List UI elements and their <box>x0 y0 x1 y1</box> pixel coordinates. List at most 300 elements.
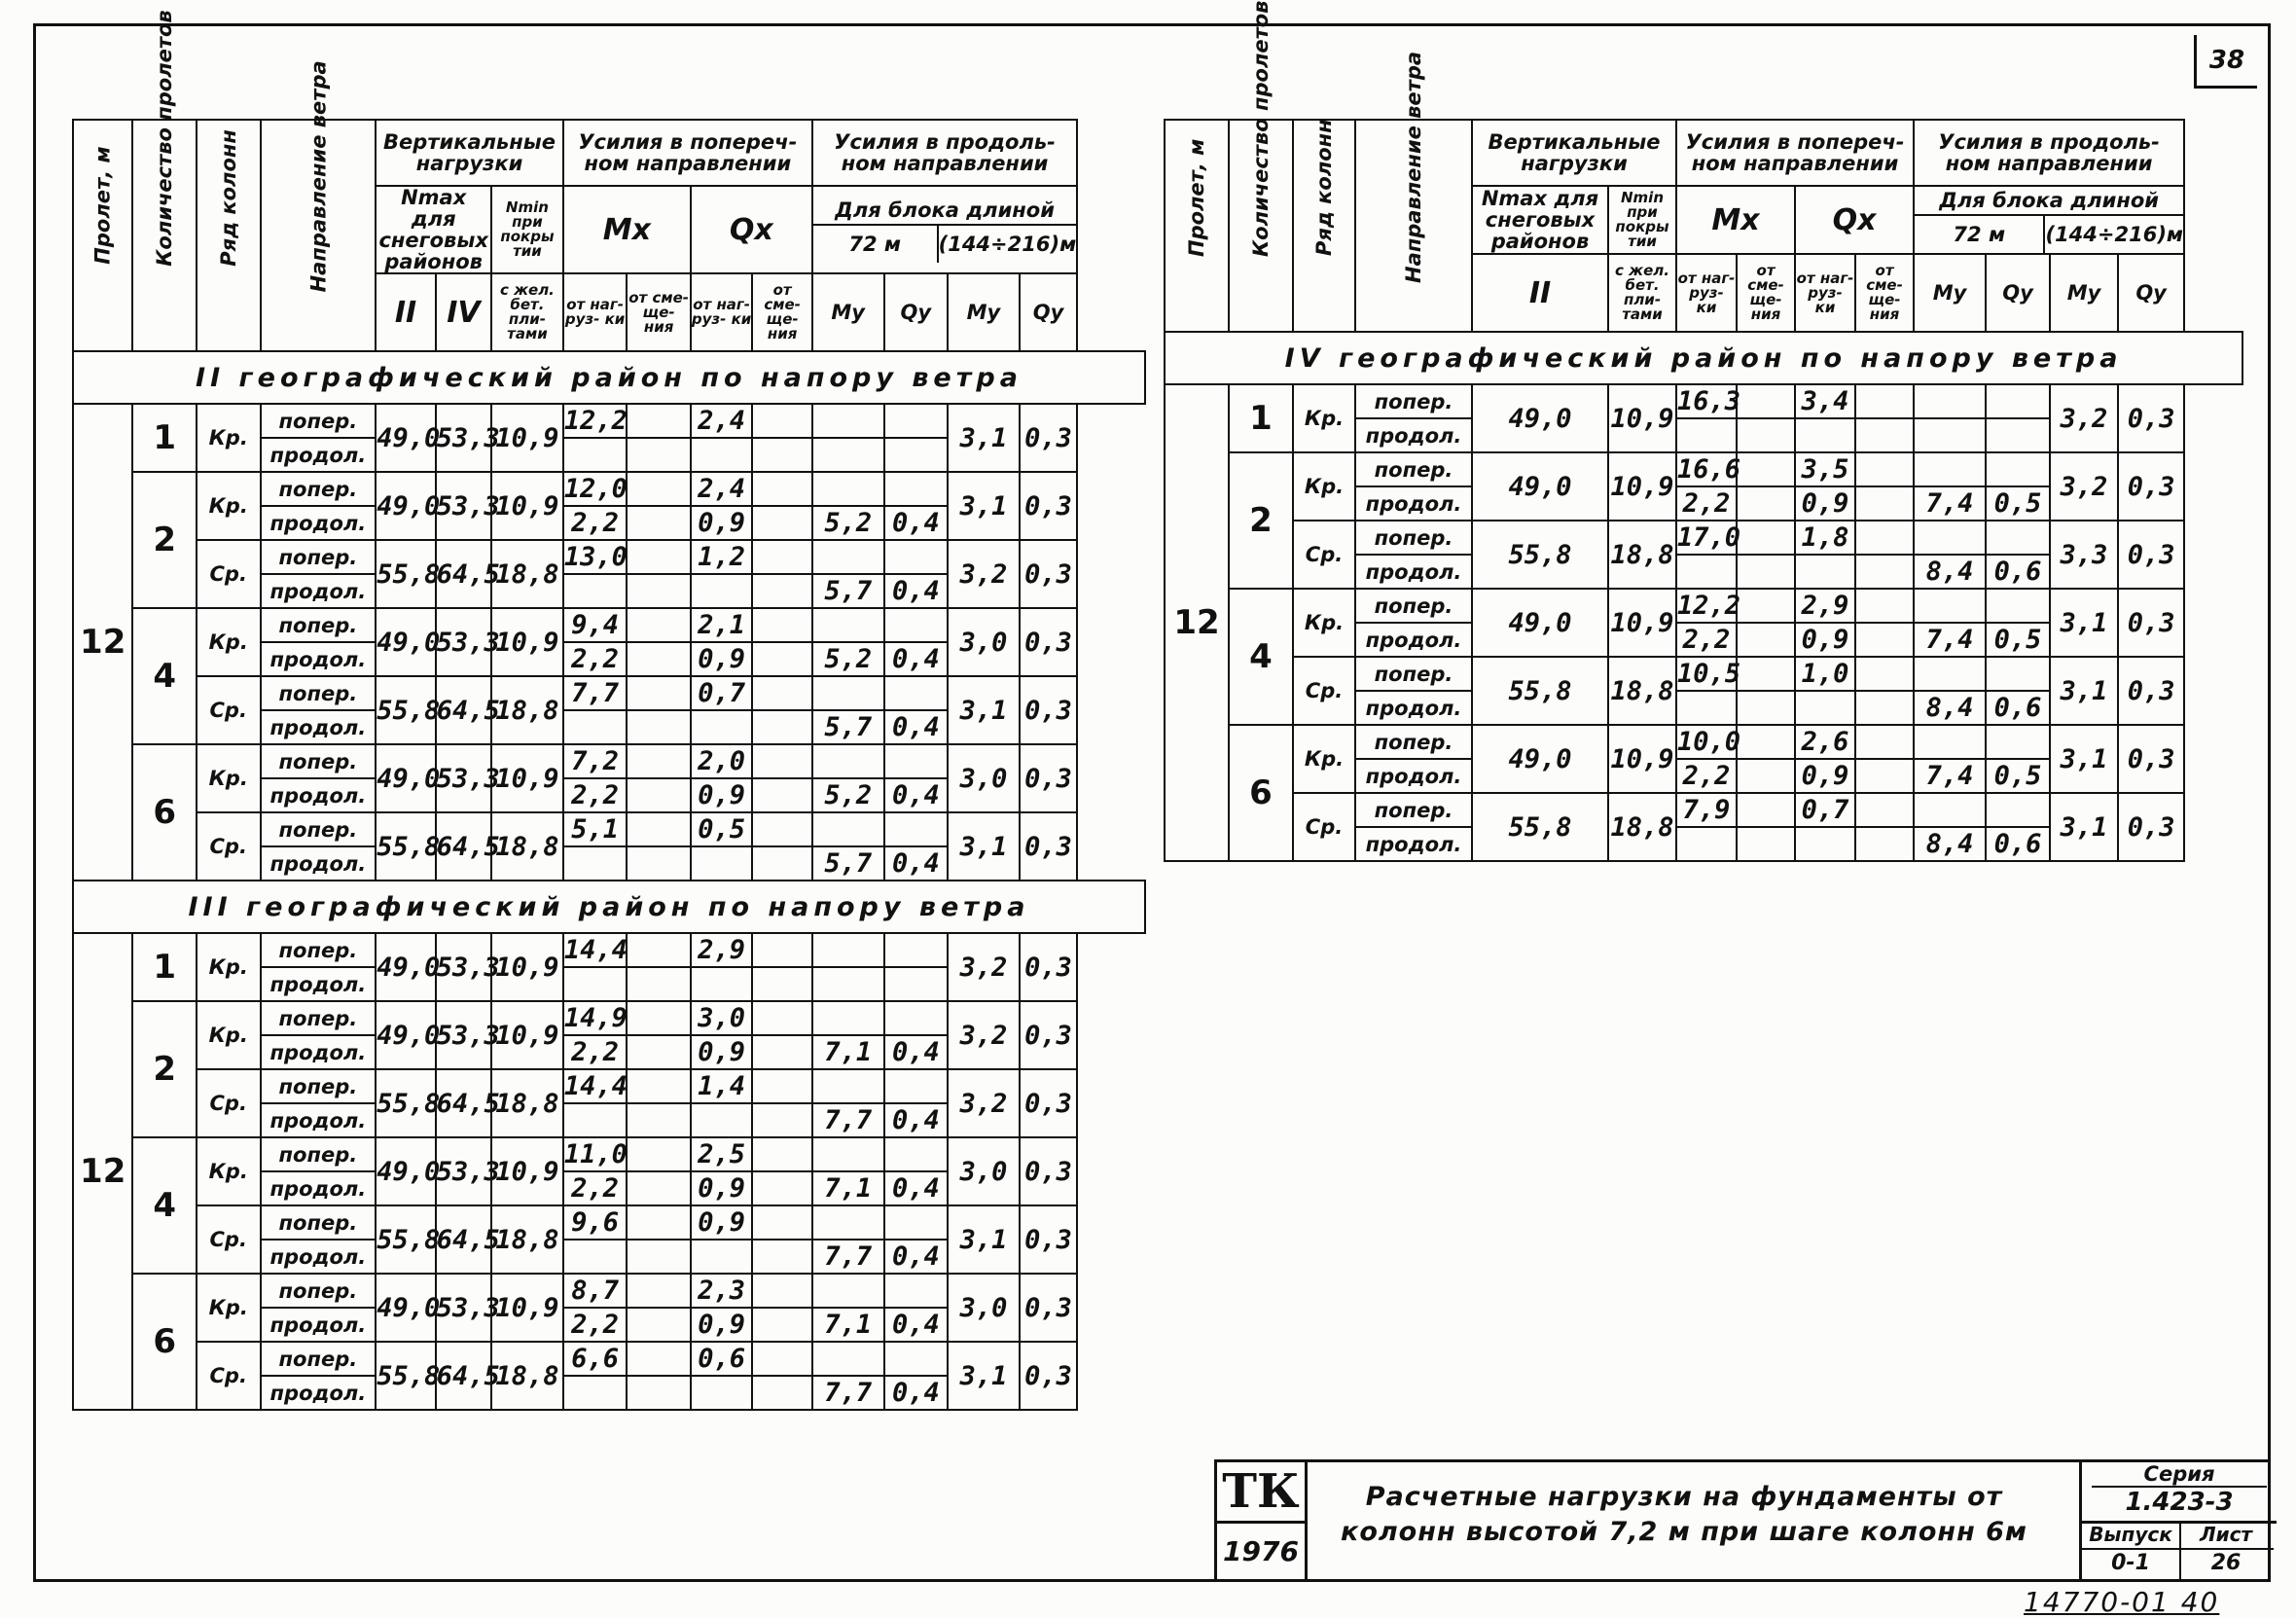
wind-pop: попер. <box>261 1205 377 1240</box>
qx-load: 0,6 <box>691 1342 752 1376</box>
nmin: 18,8 <box>491 1342 563 1410</box>
snow-4: IV <box>436 273 491 351</box>
table-row <box>73 1205 1145 1240</box>
qx-load: 2,5 <box>691 1137 752 1171</box>
my-72 <box>1914 521 1986 555</box>
wind-prod: продол. <box>261 642 377 676</box>
qy-72 <box>884 1342 949 1376</box>
wind-prod: продол. <box>261 506 377 540</box>
wind-pop: попер. <box>261 1001 377 1035</box>
mx-shift <box>1737 418 1795 452</box>
nmax-4: 53,3 <box>436 933 491 1001</box>
qx-load: 3,0 <box>691 1001 752 1035</box>
qy-144: 0,3 <box>1020 676 1077 744</box>
qx-load <box>691 438 752 472</box>
row-header <box>1293 120 1355 332</box>
span-count: 1 <box>132 933 197 1001</box>
issue-cell <box>2079 1521 2181 1582</box>
nmax-header: Nmax для снеговых районов <box>1472 186 1608 254</box>
qx-shift <box>1855 623 1914 657</box>
qx-load <box>691 846 752 881</box>
wind-header-text: Направление ветра <box>1402 51 1425 283</box>
wind-pop: попер. <box>261 1274 377 1308</box>
column-row: Кр. <box>197 1137 261 1205</box>
mx-shift <box>1737 384 1795 418</box>
my-144: 3,1 <box>2050 657 2118 725</box>
my-72 <box>812 1274 884 1308</box>
mx-load <box>563 1240 628 1274</box>
nmin: 10,9 <box>1608 384 1676 452</box>
mx-load: 8,7 <box>563 1274 628 1308</box>
qx-shift: от сме- ще- ния <box>752 273 811 351</box>
column-row: Кр. <box>197 404 261 472</box>
snow-2: II <box>376 273 435 351</box>
nmin: 18,8 <box>1608 793 1676 861</box>
qx-load: 0,9 <box>691 1308 752 1342</box>
nmax-4: 64,5 <box>436 540 491 608</box>
len-72: 72 м <box>813 226 939 263</box>
qx-load: 3,5 <box>1795 452 1855 486</box>
mx-shift <box>627 676 691 710</box>
qx-load: 2,4 <box>691 472 752 506</box>
table-row <box>1165 589 2242 623</box>
table-row <box>73 472 1145 506</box>
nmax-4: 53,3 <box>436 1001 491 1069</box>
qx-load: 1,2 <box>691 540 752 574</box>
sheet-label: Лист <box>2199 1523 2253 1546</box>
row-header-text: Ряд колонн <box>1312 119 1336 256</box>
wind-header <box>1355 51 1472 332</box>
block-label: Для блока длиной <box>1915 187 2183 216</box>
series-cell <box>2079 1462 2277 1524</box>
nmax-4: 53,3 <box>436 744 491 812</box>
qy-72: 0,4 <box>884 710 949 744</box>
nmax-4: 53,3 <box>436 404 491 472</box>
mx-load: 14,4 <box>563 935 628 965</box>
transverse-header: Усилия в попереч- ном направлении <box>1676 120 1914 186</box>
qx-shift <box>752 778 811 812</box>
wind-header <box>261 60 377 351</box>
mx-shift <box>627 846 691 881</box>
mx-shift <box>1737 623 1795 657</box>
my-72: 8,4 <box>1914 827 1986 861</box>
my-144: 3,2 <box>948 1069 1020 1137</box>
nmin: 10,9 <box>491 1001 563 1069</box>
wind-prod: продол. <box>261 438 377 472</box>
nmax-2: 49,0 <box>376 404 435 472</box>
mx-load <box>1676 691 1737 725</box>
qx-shift <box>752 642 811 676</box>
my-72: 8,4 <box>1914 691 1986 725</box>
span-value: 12 <box>73 933 132 1410</box>
qx-shift <box>752 1035 811 1069</box>
qx-shift <box>752 1376 811 1410</box>
wind-prod: продол. <box>1355 759 1472 793</box>
mx-load: 2,2 <box>563 506 628 540</box>
wind-pop: попер. <box>261 933 377 967</box>
column-row: Кр. <box>197 1274 261 1342</box>
table-row <box>73 351 1145 404</box>
qy-72 <box>1986 452 2050 486</box>
qy-72: 0,6 <box>1986 691 2050 725</box>
qx-shift <box>1855 691 1914 725</box>
section-title: III географический район по напору ветра <box>73 881 1145 933</box>
qy-72: Qy <box>1986 254 2050 332</box>
qx-shift <box>752 1274 811 1308</box>
nmin: 10,9 <box>491 933 563 1001</box>
nmax-2: 55,8 <box>376 676 435 744</box>
mx-load: 2,2 <box>563 642 628 676</box>
mx-shift <box>627 1205 691 1240</box>
mx-shift: от сме- ще- ния <box>1737 254 1795 332</box>
qx-load <box>691 1103 752 1137</box>
sheet-cell <box>2178 1521 2274 1582</box>
nmax-4: 53,3 <box>436 1274 491 1342</box>
qx-shift <box>1855 486 1914 521</box>
mx-shift <box>1737 452 1795 486</box>
qy-72 <box>1986 793 2050 827</box>
column-row: Кр. <box>1293 384 1355 452</box>
wind-pop: попер. <box>1355 521 1472 555</box>
column-row: Ср. <box>1293 657 1355 725</box>
nmax-2: 49,0 <box>376 933 435 1001</box>
wind-prod: продол. <box>261 1240 377 1274</box>
sheet-value: 26 <box>2178 1548 2274 1577</box>
nmax-2: 49,0 <box>1472 725 1608 793</box>
span-header <box>1165 120 1229 332</box>
my-72: My <box>1914 254 1986 332</box>
qx-load <box>1795 418 1855 452</box>
qx-load: 0,9 <box>1795 623 1855 657</box>
span-count: 2 <box>132 472 197 608</box>
mx-shift <box>1737 827 1795 861</box>
qx-shift <box>752 438 811 472</box>
mx-load: 13,0 <box>563 542 628 572</box>
mx-shift <box>627 967 691 1001</box>
qx-shift <box>752 1342 811 1376</box>
nmin-header: Nmin при покры тии <box>491 186 563 273</box>
wind-pop: попер. <box>261 608 377 642</box>
qx-shift <box>1855 725 1914 759</box>
qy-72: 0,6 <box>1986 827 2050 861</box>
nmin: 10,9 <box>1608 589 1676 657</box>
qy-72: 0,4 <box>884 642 949 676</box>
my-72 <box>812 1205 884 1240</box>
nmax-4: 53,3 <box>436 1137 491 1205</box>
series-label: Серия <box>2143 1462 2215 1486</box>
qx-load: 2,9 <box>1795 589 1855 623</box>
my-144: 3,0 <box>948 608 1020 676</box>
wind-pop: попер. <box>1355 384 1472 418</box>
mx-load <box>563 1376 628 1410</box>
nmax-2: 49,0 <box>376 1274 435 1342</box>
len-144: (144÷216)м <box>938 233 1077 256</box>
qx-load: 2,9 <box>691 933 752 967</box>
mx-load: 17,0 <box>1677 522 1741 553</box>
my-144: 3,2 <box>948 1001 1020 1069</box>
mx-load: 10,5 <box>1677 659 1741 689</box>
mx-shift <box>627 1035 691 1069</box>
qy-72 <box>1986 657 2050 691</box>
qx-shift <box>1855 657 1914 691</box>
qx-shift <box>752 1240 811 1274</box>
wind-pop: попер. <box>1355 657 1472 691</box>
my-72 <box>1914 657 1986 691</box>
mx-shift <box>1737 521 1795 555</box>
mx-shift <box>1737 589 1795 623</box>
nmax-2: 49,0 <box>1472 384 1608 452</box>
my-72: 7,7 <box>812 1376 884 1410</box>
qx-shift <box>752 1205 811 1240</box>
qx-load: 2,4 <box>691 404 752 438</box>
my-72: 7,4 <box>1914 623 1986 657</box>
mx-load <box>1676 827 1737 861</box>
qy-144: 0,3 <box>1020 1001 1077 1069</box>
wind-pop: попер. <box>261 1137 377 1171</box>
qx-shift <box>1855 589 1914 623</box>
nmax-2: 49,0 <box>376 608 435 676</box>
qy-72: 0,4 <box>884 1376 949 1410</box>
mx-load <box>563 1103 628 1137</box>
section-title: II географический район по напору ветра <box>73 351 1145 404</box>
my-72 <box>1914 793 1986 827</box>
my-72: 5,2 <box>812 778 884 812</box>
qx-load: 2,3 <box>691 1274 752 1308</box>
span-count: 2 <box>1229 452 1293 589</box>
qy-72 <box>884 1001 949 1035</box>
span-count: 1 <box>1229 384 1293 452</box>
column-row: Кр. <box>1293 589 1355 657</box>
my-144: 3,1 <box>948 404 1020 472</box>
longitudinal-header: Усилия в продоль- ном направлении <box>1914 120 2184 186</box>
mx-shift <box>627 574 691 608</box>
qy-72 <box>1986 418 2050 452</box>
nmin: 18,8 <box>491 676 563 744</box>
column-row: Ср. <box>1293 521 1355 589</box>
len-144: (144÷216)м <box>2045 223 2184 246</box>
qx-load: 1,8 <box>1795 521 1855 555</box>
qy-144: 0,3 <box>1020 1205 1077 1274</box>
wind-pop: попер. <box>261 744 377 778</box>
table-row <box>73 404 1145 438</box>
wind-prod: продол. <box>261 1171 377 1205</box>
wind-pop: попер. <box>261 1069 377 1103</box>
mx-load: 12,2 <box>563 406 628 436</box>
mx-header: Mx <box>1676 186 1795 254</box>
my-72 <box>1914 452 1986 486</box>
nmax-4: 64,5 <box>436 1342 491 1410</box>
qy-144: 0,3 <box>1020 812 1077 881</box>
qx-shift <box>752 1103 811 1137</box>
my-144: 3,1 <box>2050 793 2118 861</box>
column-row: Ср. <box>197 676 261 744</box>
span-count: 6 <box>1229 725 1293 861</box>
wind-prod: продол. <box>261 574 377 608</box>
qx-shift <box>752 933 811 967</box>
span-count: 4 <box>1229 589 1293 725</box>
wind-pop: попер. <box>261 812 377 846</box>
qy-72 <box>884 1274 949 1308</box>
my-72: 5,7 <box>812 574 884 608</box>
mx-shift <box>627 812 691 846</box>
column-row: Кр. <box>197 744 261 812</box>
mx-shift <box>627 744 691 778</box>
mx-load <box>1676 418 1737 452</box>
nmax-2: 49,0 <box>376 1137 435 1205</box>
my-144: My <box>948 273 1020 351</box>
nmax-2: 49,0 <box>1472 452 1608 521</box>
nmax-2: 55,8 <box>1472 793 1608 861</box>
table-row <box>73 744 1145 778</box>
my-72 <box>812 967 884 1001</box>
qy-72 <box>884 1137 949 1171</box>
issue-value: 0-1 <box>2082 1548 2179 1577</box>
qx-shift <box>752 1171 811 1205</box>
qx-load: от наг- руз- ки <box>691 273 752 351</box>
qy-144: 0,3 <box>1020 744 1077 812</box>
qy-72 <box>884 744 949 778</box>
mx-shift <box>627 1342 691 1376</box>
span-header-text: Пролет, м <box>90 146 115 265</box>
nmin: 18,8 <box>491 1205 563 1274</box>
qy-144: 0,3 <box>1020 472 1077 540</box>
column-row: Кр. <box>197 1001 261 1069</box>
qx-shift <box>752 472 811 506</box>
nmax-4: 64,5 <box>436 812 491 881</box>
qy-72: 0,4 <box>884 1171 949 1205</box>
qy-72: 0,4 <box>884 1103 949 1137</box>
mx-load: 2,2 <box>1676 486 1737 521</box>
mx-shift <box>627 1137 691 1171</box>
qx-load: 3,4 <box>1795 384 1855 418</box>
nmax-4: 53,3 <box>436 472 491 540</box>
nmin: 10,9 <box>491 608 563 676</box>
mx-load: 2,2 <box>563 1308 628 1342</box>
qx-load: 1,0 <box>1795 657 1855 691</box>
qy-144: Qy <box>2118 254 2184 332</box>
len-72: 72 м <box>1915 216 2045 253</box>
qx-shift <box>752 967 811 1001</box>
vert-header: Вертикальные нагрузки <box>376 120 563 186</box>
nmin: 10,9 <box>1608 452 1676 521</box>
qx-shift: от сме- ще- ния <box>1855 254 1914 332</box>
nmax-4: 64,5 <box>436 1205 491 1274</box>
span-count: 6 <box>132 744 197 881</box>
qy-144: 0,3 <box>2118 384 2184 452</box>
qy-144: 0,3 <box>2118 521 2184 589</box>
my-72 <box>812 1001 884 1035</box>
span-count: 1 <box>132 404 197 472</box>
mx-shift <box>627 506 691 540</box>
my-144: 3,1 <box>948 812 1020 881</box>
table-row <box>73 676 1145 710</box>
qy-72: 0,5 <box>1986 759 2050 793</box>
inventory-number: 14770-01 40 <box>2024 1586 2220 1618</box>
wind-prod: продол. <box>1355 418 1472 452</box>
qx-shift <box>1855 521 1914 555</box>
wind-pop: попер. <box>261 404 377 438</box>
nmin-header: Nmin при покры тии <box>1608 186 1676 254</box>
my-72: 7,1 <box>812 1308 884 1342</box>
mx-shift: от сме- ще- ния <box>627 273 691 351</box>
my-72 <box>812 676 884 710</box>
qy-72 <box>1986 589 2050 623</box>
qx-load <box>691 710 752 744</box>
qy-72 <box>884 540 949 574</box>
qx-load: 1,4 <box>691 1069 752 1103</box>
qx-load: 2,0 <box>691 744 752 778</box>
mx-load: 7,2 <box>563 744 628 778</box>
nmax-4: 53,3 <box>436 608 491 676</box>
my-72 <box>812 1069 884 1103</box>
qy-72: 0,5 <box>1986 623 2050 657</box>
wind-prod: продол. <box>261 1308 377 1342</box>
my-144: 3,1 <box>948 1205 1020 1274</box>
count-header-text: Количество пролетов <box>153 10 177 267</box>
qy-72: 0,4 <box>884 1240 949 1274</box>
qx-shift <box>752 574 811 608</box>
qy-72 <box>884 404 949 438</box>
my-72: My <box>812 273 884 351</box>
table-row <box>1165 657 2242 691</box>
nmin: 10,9 <box>491 1137 563 1205</box>
my-144: 3,2 <box>948 540 1020 608</box>
qy-72 <box>884 933 949 967</box>
mx-shift <box>627 1274 691 1308</box>
qx-load <box>691 1240 752 1274</box>
mx-shift <box>627 778 691 812</box>
table-row <box>1165 725 2242 759</box>
qy-144: 0,3 <box>1020 933 1077 1001</box>
my-144: 3,0 <box>948 744 1020 812</box>
wind-prod: продол. <box>261 967 377 1001</box>
mx-load: 2,2 <box>1676 759 1737 793</box>
qx-shift <box>752 846 811 881</box>
wind-pop: попер. <box>261 1342 377 1376</box>
column-row: Кр. <box>1293 452 1355 521</box>
my-72 <box>812 812 884 846</box>
nmax-2: 55,8 <box>376 1069 435 1137</box>
wind-pop: попер. <box>1355 793 1472 827</box>
nmin: 10,9 <box>491 404 563 472</box>
qy-72 <box>1986 725 2050 759</box>
block-header <box>812 186 1077 273</box>
qx-shift <box>1855 452 1914 486</box>
my-72 <box>812 1342 884 1376</box>
my-72: 7,7 <box>812 1240 884 1274</box>
qx-shift <box>1855 418 1914 452</box>
nmin: 10,9 <box>491 744 563 812</box>
nmin: 18,8 <box>491 812 563 881</box>
table-row <box>73 881 1145 933</box>
table-row <box>1165 793 2242 827</box>
sheet-title: Расчетные нагрузки на фундаменты от колонн высотой 7,2 м при шаге колонн 6м <box>1341 1482 2027 1547</box>
nmin: 18,8 <box>491 1069 563 1137</box>
span-header-text: Пролет, м <box>1185 138 1208 257</box>
qy-72 <box>884 1205 949 1240</box>
my-144: 3,1 <box>948 676 1020 744</box>
count-header <box>132 10 197 351</box>
span-count: 6 <box>132 1274 197 1410</box>
mx-shift <box>627 404 691 438</box>
table-row <box>73 1137 1145 1171</box>
qx-load: 0,9 <box>1795 486 1855 521</box>
my-72: 7,7 <box>812 1103 884 1137</box>
title-block <box>1214 1459 2271 1582</box>
qx-load: 2,1 <box>691 608 752 642</box>
qx-shift <box>1855 793 1914 827</box>
my-72 <box>1914 384 1986 418</box>
